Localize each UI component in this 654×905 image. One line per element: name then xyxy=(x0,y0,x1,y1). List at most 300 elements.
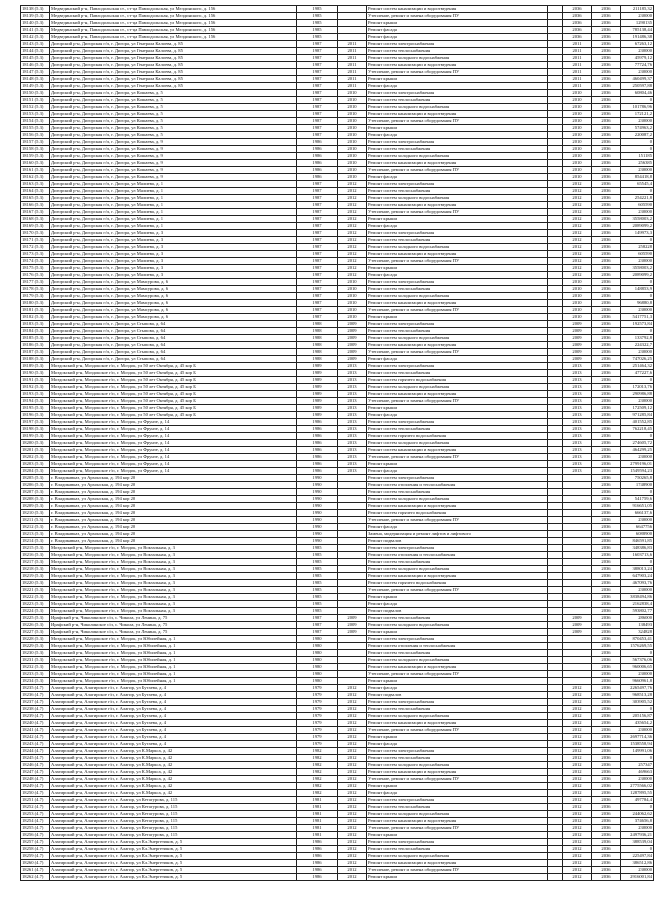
planned-start-cell xyxy=(563,643,592,650)
work-type-cell: Ремонт систем холодного водоснабжения xyxy=(367,104,548,111)
row-number-cell: 18212 (5.3) xyxy=(21,524,50,531)
planned-start-cell xyxy=(563,545,592,552)
table-row xyxy=(21,384,654,391)
planned-end-cell: 2036 xyxy=(592,657,621,664)
work-type-cell: Ремонт систем теплоснабжения xyxy=(367,650,548,657)
address-cell: Медвединский р-н, Павлодольская ст., ст-ца Павлодольская, ул Мелдинского, д. 156 xyxy=(50,6,297,13)
empty-cell xyxy=(548,426,563,433)
planned-end-cell: 2036 xyxy=(592,202,621,209)
last-repair-year-cell: 2012 xyxy=(338,181,367,188)
address-cell: Моздокский р-н, Моздокское г/п, г. Моздок, ул Вокзальная, д. 3 xyxy=(50,545,297,552)
build-year-cell: 1981 xyxy=(297,825,338,832)
row-number-cell: 18237 (4.7) xyxy=(21,699,50,706)
build-year-cell: 1985 xyxy=(297,573,338,580)
empty-cell xyxy=(548,48,563,55)
last-repair-year-cell: 2012 xyxy=(338,755,367,762)
table-row xyxy=(21,146,654,153)
planned-start-cell: 2012 xyxy=(563,776,592,783)
build-year-cell: 1987 xyxy=(297,90,338,97)
empty-cell xyxy=(548,293,563,300)
table-row xyxy=(21,629,654,636)
planned-start-cell: 2012 xyxy=(563,832,592,839)
build-year-cell: 1979 xyxy=(297,720,338,727)
table-row xyxy=(21,524,654,531)
row-number-cell: 18170 (5.3) xyxy=(21,230,50,237)
planned-end-cell: 2036 xyxy=(592,97,621,104)
empty-cell xyxy=(548,832,563,839)
planned-end-cell: 2036 xyxy=(592,349,621,356)
build-year-cell: 1979 xyxy=(297,706,338,713)
table-row xyxy=(21,41,654,48)
address-cell: г. Владикавказ, ул Архонская, д. 194 кор 20 xyxy=(50,538,297,545)
address-cell: Моздокский р-н, Моздокское г/п, г. Моздок, ул Вокзальная, д. 3 xyxy=(50,594,297,601)
address-cell: Алагирский р-н, Алагирское г/п, г. Алагир, ул К.Маркса, д. 42 xyxy=(50,755,297,762)
planned-start-cell: 2013 xyxy=(563,398,592,405)
table-row xyxy=(21,6,654,13)
row-number-cell: 18187 (5.3) xyxy=(21,349,50,356)
table-row xyxy=(21,244,654,251)
work-type-cell: Утепление, ремонт и замена оборудования ПУ xyxy=(367,118,548,125)
table-row xyxy=(21,762,654,769)
build-year-cell: 1989 xyxy=(297,391,338,398)
planned-start-cell: 2010 xyxy=(563,286,592,293)
build-year-cell: 1986 xyxy=(297,853,338,860)
table-row xyxy=(21,552,654,559)
planned-start-cell: 2012 xyxy=(563,181,592,188)
planned-start-cell: 2012 xyxy=(563,797,592,804)
address-cell: г. Владикавказ, ул Архонская, д. 194 кор 20 xyxy=(50,489,297,496)
planned-start-cell xyxy=(563,510,592,517)
build-year-cell: 1989 xyxy=(297,377,338,384)
empty-cell xyxy=(548,195,563,202)
planned-end-cell: 2036 xyxy=(592,524,621,531)
empty-cell xyxy=(548,720,563,727)
planned-end-cell: 2036 xyxy=(592,398,621,405)
last-repair-year-cell xyxy=(338,524,367,531)
work-type-cell: Ремонт систем холодного водоснабжения xyxy=(367,153,548,160)
planned-start-cell: 2010 xyxy=(563,174,592,181)
empty-cell xyxy=(548,90,563,97)
row-number-cell: 18193 (5.3) xyxy=(21,391,50,398)
planned-end-cell: 2036 xyxy=(592,629,621,636)
build-year-cell: 1986 xyxy=(297,867,338,874)
address-cell: Алагирский р-н, Алагирское г/п, г. Алагир, ул Бутаева, д. 4 xyxy=(50,699,297,706)
cost-cell: 762218,45 xyxy=(621,426,654,433)
planned-start-cell: 2009 xyxy=(563,321,592,328)
planned-start-cell: 2012 xyxy=(563,811,592,818)
planned-end-cell: 2036 xyxy=(592,258,621,265)
work-type-cell: Ремонт систем электроснабжения xyxy=(367,90,548,97)
build-year-cell: 1986 xyxy=(297,454,338,461)
planned-start-cell: 2009 xyxy=(563,356,592,363)
table-row xyxy=(21,601,654,608)
empty-cell xyxy=(548,349,563,356)
cost-cell: 388539,04 xyxy=(621,839,654,846)
planned-end-cell: 2036 xyxy=(592,622,621,629)
planned-end-cell: 2036 xyxy=(592,797,621,804)
address-cell: Дигорский р-н, Дигорская г/п, г. Дигора, ул Генерала Калоева, д. 85 xyxy=(50,76,297,83)
empty-cell xyxy=(548,510,563,517)
row-number-cell: 18160 (5.3) xyxy=(21,160,50,167)
cost-cell: 388013,24 xyxy=(621,566,654,573)
work-type-cell: Ремонт систем холодного водоснабжения xyxy=(367,55,548,62)
row-number-cell: 18182 (5.3) xyxy=(21,314,50,321)
planned-end-cell: 2036 xyxy=(592,286,621,293)
table-row xyxy=(21,531,654,538)
address-cell: Дигорский р-н, Дигорская г/п, г. Дигора, ул Кошаева, д. 9 xyxy=(50,167,297,174)
build-year-cell: 1990 xyxy=(297,517,338,524)
table-row xyxy=(21,118,654,125)
planned-start-cell: 2012 xyxy=(563,734,592,741)
last-repair-year-cell: 2010 xyxy=(338,174,367,181)
work-type-cell: Ремонт систем канализации и водоотведения xyxy=(367,664,548,671)
row-number-cell: 18167 (5.3) xyxy=(21,209,50,216)
cost-cell: 469663 xyxy=(621,769,654,776)
last-repair-year-cell: 2012 xyxy=(338,202,367,209)
row-number-cell: 18196 (5.3) xyxy=(21,412,50,419)
planned-start-cell: 2010 xyxy=(563,139,592,146)
cost-cell: 374656,8 xyxy=(621,818,654,825)
build-year-cell: 1990 xyxy=(297,475,338,482)
last-repair-year-cell: 2013 xyxy=(338,370,367,377)
planned-start-cell: 2012 xyxy=(563,839,592,846)
work-type-cell: Ремонт фасада xyxy=(367,132,548,139)
cost-cell: 785138,44 xyxy=(621,27,654,34)
row-number-cell: 18229 (5.3) xyxy=(21,643,50,650)
planned-start-cell: 2013 xyxy=(563,454,592,461)
table-row xyxy=(21,461,654,468)
empty-cell xyxy=(548,342,563,349)
row-number-cell: 18245 (4.7) xyxy=(21,755,50,762)
planned-start-cell: 2013 xyxy=(563,412,592,419)
last-repair-year-cell: 2011 xyxy=(338,48,367,55)
empty-cell xyxy=(548,419,563,426)
last-repair-year-cell: 2012 xyxy=(338,251,367,258)
address-cell: Ирафский р-н, Чиколинское с/п, с. Чикола, ул Ленина, д. 75 xyxy=(50,615,297,622)
table-row xyxy=(21,209,654,216)
table-row xyxy=(21,188,654,195)
cost-cell: 567376,06 xyxy=(621,657,654,664)
work-type-cell: Ремонт систем теплоснабжения xyxy=(367,846,548,853)
table-row xyxy=(21,454,654,461)
table-row xyxy=(21,160,654,167)
table-row xyxy=(21,405,654,412)
table-row xyxy=(21,300,654,307)
table-row xyxy=(21,377,654,384)
empty-cell xyxy=(548,643,563,650)
build-year-cell: 1987 xyxy=(297,69,338,76)
planned-end-cell: 2036 xyxy=(592,314,621,321)
planned-start-cell xyxy=(563,636,592,643)
planned-end-cell: 2036 xyxy=(592,118,621,125)
empty-cell xyxy=(548,804,563,811)
address-cell: Моздокский р-н, Моздокское г/п, г. Моздок, ул Вокзальная, д. 3 xyxy=(50,580,297,587)
row-number-cell: 18177 (5.3) xyxy=(21,279,50,286)
build-year-cell: 1986 xyxy=(297,839,338,846)
row-number-cell: 18223 (5.3) xyxy=(21,601,50,608)
address-cell: Моздокский р-н, Моздокское г/п, г. Моздок, ул Юбилейная, д. 1 xyxy=(50,643,297,650)
cost-cell: 2162838,4 xyxy=(621,601,654,608)
cost-cell: 286000 xyxy=(621,615,654,622)
cost-cell: 230000 xyxy=(621,167,654,174)
cost-cell: 274605,72 xyxy=(621,440,654,447)
address-cell: Моздокский р-н, Моздокское г/п, г. Моздок, ул Вокзальная, д. 3 xyxy=(50,552,297,559)
last-repair-year-cell: 2009 xyxy=(338,622,367,629)
planned-end-cell: 2036 xyxy=(592,776,621,783)
last-repair-year-cell: 2009 xyxy=(338,321,367,328)
planned-end-cell: 2036 xyxy=(592,573,621,580)
empty-cell xyxy=(548,853,563,860)
work-type-cell: Ремонт систем холодного водоснабжения xyxy=(367,811,548,818)
planned-start-cell: 2012 xyxy=(563,706,592,713)
empty-cell xyxy=(548,139,563,146)
planned-start-cell: 2012 xyxy=(563,272,592,279)
work-type-cell: Ремонт систем теплоснабжения xyxy=(367,286,548,293)
work-type-cell: Ремонт систем электроснабжения xyxy=(367,839,548,846)
empty-cell xyxy=(548,790,563,797)
row-number-cell: 18248 (4.7) xyxy=(21,776,50,783)
table-row xyxy=(21,412,654,419)
planned-end-cell: 2036 xyxy=(592,447,621,454)
planned-end-cell: 2036 xyxy=(592,34,621,41)
work-type-cell: Ремонт систем теплоснабжения xyxy=(367,146,548,153)
empty-cell xyxy=(548,811,563,818)
build-year-cell: 1979 xyxy=(297,713,338,720)
planned-end-cell: 2036 xyxy=(592,13,621,20)
empty-cell xyxy=(548,279,563,286)
empty-cell xyxy=(548,104,563,111)
empty-cell xyxy=(548,174,563,181)
planned-end-cell: 2036 xyxy=(592,356,621,363)
table-row xyxy=(21,573,654,580)
cost-cell: 3558003,2 xyxy=(621,216,654,223)
planned-start-cell xyxy=(563,517,592,524)
work-type-cell: Ремонт систем холодного водоснабжения xyxy=(367,293,548,300)
empty-cell xyxy=(548,573,563,580)
address-cell: Моздокский р-н, Моздокское г/п, г. Моздок, ул 50 лет Октября, д. 45 кор Б xyxy=(50,384,297,391)
cost-cell: 138493 xyxy=(621,622,654,629)
last-repair-year-cell: 2012 xyxy=(338,867,367,874)
row-number-cell: 18148 (5.3) xyxy=(21,76,50,83)
empty-cell xyxy=(548,671,563,678)
build-year-cell: 1985 xyxy=(297,34,338,41)
address-cell: Дигорский р-н, Дигорская г/п, г. Дигора, ул Генерала Калоева, д. 85 xyxy=(50,69,297,76)
last-repair-year-cell: 2013 xyxy=(338,447,367,454)
work-type-cell: Ремонт систем электроснабжения xyxy=(367,797,548,804)
empty-cell xyxy=(548,307,563,314)
last-repair-year-cell: 2012 xyxy=(338,195,367,202)
address-cell: Дигорский р-н, Дигорская г/п, г. Дигора, ул Кошаева, д. 5 xyxy=(50,111,297,118)
table-row xyxy=(21,181,654,188)
planned-end-cell: 2036 xyxy=(592,545,621,552)
planned-end-cell: 2036 xyxy=(592,734,621,741)
last-repair-year-cell: 2009 xyxy=(338,615,367,622)
cost-cell: 0 xyxy=(621,650,654,657)
planned-start-cell: 2011 xyxy=(563,83,592,90)
table-row xyxy=(21,48,654,55)
cost-cell: 67263,12 xyxy=(621,41,654,48)
planned-end-cell: 2036 xyxy=(592,69,621,76)
last-repair-year-cell xyxy=(338,517,367,524)
address-cell: Дигорский р-н, Дигорская г/п, г. Дигора, ул Стыпова, д. 64 xyxy=(50,342,297,349)
address-cell: Дигорский р-н, Дигорская г/п, г. Дигора, ул Малиева, д. 1 xyxy=(50,209,297,216)
last-repair-year-cell xyxy=(338,20,367,27)
planned-end-cell: 2036 xyxy=(592,426,621,433)
table-row xyxy=(21,706,654,713)
table-row xyxy=(21,202,654,209)
last-repair-year-cell: 2009 xyxy=(338,328,367,335)
work-type-cell: Ремонт систем теплоснабжения xyxy=(367,426,548,433)
last-repair-year-cell: 2012 xyxy=(338,692,367,699)
planned-end-cell: 2036 xyxy=(592,230,621,237)
planned-end-cell: 2036 xyxy=(592,160,621,167)
table-row xyxy=(21,279,654,286)
build-year-cell: 1989 xyxy=(297,363,338,370)
planned-end-cell: 2036 xyxy=(592,741,621,748)
cost-cell: 172013,76 xyxy=(621,384,654,391)
build-year-cell: 1979 xyxy=(297,692,338,699)
address-cell: Алагирский р-н, Алагирское г/п, г. Алагир, ул К.Маркса, д. 42 xyxy=(50,783,297,790)
empty-cell xyxy=(548,111,563,118)
work-type-cell: Утепление, ремонт и замена оборудования ПУ xyxy=(367,167,548,174)
row-number-cell: 18216 (5.3) xyxy=(21,552,50,559)
empty-cell xyxy=(548,286,563,293)
planned-start-cell: 2009 xyxy=(563,335,592,342)
cost-cell: 6088900 xyxy=(621,531,654,538)
row-number-cell: 18217 (5.3) xyxy=(21,559,50,566)
empty-cell xyxy=(548,608,563,615)
empty-cell xyxy=(548,251,563,258)
table-row xyxy=(21,566,654,573)
work-type-cell: Утепление, ремонт и замена оборудования ПУ xyxy=(367,517,548,524)
row-number-cell: 18139 (5.3) xyxy=(21,13,50,20)
work-type-cell: Ремонт систем канализации и водоотведения xyxy=(367,503,548,510)
build-year-cell: 1990 xyxy=(297,538,338,545)
address-cell: Дигорский р-н, Дигорская г/п, г. Дигора, ул Кошаева, д. 9 xyxy=(50,174,297,181)
table-row xyxy=(21,97,654,104)
planned-start-cell: 2012 xyxy=(563,874,592,881)
work-type-cell: Ремонт систем канализации и водоотведения xyxy=(367,573,548,580)
cost-cell: 230000 xyxy=(621,517,654,524)
work-type-cell: Утепление, ремонт и замена оборудования ПУ xyxy=(367,776,548,783)
work-type-cell: Ремонт систем канализации и водоотведения xyxy=(367,391,548,398)
address-cell: Моздокский р-н, Моздокское г/п, г. Моздок, ул Фрунзе, д. 14 xyxy=(50,419,297,426)
address-cell: Моздокский р-н, Моздокское г/п, г. Моздок, ул Вокзальная, д. 3 xyxy=(50,587,297,594)
empty-cell xyxy=(548,55,563,62)
table-row xyxy=(21,867,654,874)
planned-start-cell: 2012 xyxy=(563,818,592,825)
cost-cell: 6647756 xyxy=(621,524,654,531)
address-cell: Алагирский р-н, Алагирское г/п, г. Алагир, ул Бутаева, д. 4 xyxy=(50,741,297,748)
table-row xyxy=(21,720,654,727)
cost-cell: 1549594,23 xyxy=(621,468,654,475)
address-cell: Моздокский р-н, Моздокское г/п, г. Моздок, ул Вокзальная, д. 3 xyxy=(50,559,297,566)
planned-start-cell xyxy=(563,559,592,566)
work-type-cell: Ремонт подвалов xyxy=(367,692,548,699)
row-number-cell: 18241 (4.7) xyxy=(21,727,50,734)
cost-cell: 230000 xyxy=(621,258,654,265)
table-row xyxy=(21,839,654,846)
build-year-cell: 1985 xyxy=(297,27,338,34)
address-cell: г. Владикавказ, ул Архонская, д. 194 кор 20 xyxy=(50,524,297,531)
cost-cell: 230000 xyxy=(621,825,654,832)
empty-cell xyxy=(548,405,563,412)
work-type-cell: Ремонт фасада xyxy=(367,524,548,531)
empty-cell xyxy=(548,818,563,825)
address-cell: г. Владикавказ, ул Архонская, д. 194 кор 20 xyxy=(50,482,297,489)
empty-cell xyxy=(548,545,563,552)
empty-cell xyxy=(548,517,563,524)
planned-end-cell: 2036 xyxy=(592,111,621,118)
table-row xyxy=(21,818,654,825)
empty-cell xyxy=(548,825,563,832)
cost-cell: 0 xyxy=(621,293,654,300)
work-type-cell: Утепление, ремонт и замена оборудования ПУ xyxy=(367,307,548,314)
last-repair-year-cell: 2012 xyxy=(338,874,367,881)
cost-cell: 77724,76 xyxy=(621,62,654,69)
planned-start-cell xyxy=(563,475,592,482)
row-number-cell: 18186 (5.3) xyxy=(21,342,50,349)
planned-end-cell: 2036 xyxy=(592,818,621,825)
work-type-cell: Ремонт систем горячего водоснабжения xyxy=(367,510,548,517)
cost-cell: 467093,76 xyxy=(621,580,654,587)
empty-cell xyxy=(548,41,563,48)
address-cell: Дигорский р-н, Дигорская г/п, г. Дигора, ул Малиева, д. 3 xyxy=(50,258,297,265)
last-repair-year-cell: 2012 xyxy=(338,811,367,818)
cost-cell: 464299,25 xyxy=(621,447,654,454)
cost-cell: 290986,88 xyxy=(621,391,654,398)
table-row xyxy=(21,825,654,832)
address-cell: Дигорский р-н, Дигорская г/п, г. Дигора, ул Мамсурова, д. 6 xyxy=(50,293,297,300)
cost-cell: 230000 xyxy=(621,867,654,874)
cost-cell: 348386,83 xyxy=(621,545,654,552)
row-number-cell: 18146 (5.3) xyxy=(21,62,50,69)
work-type-cell: Ремонт фасада xyxy=(367,790,548,797)
row-number-cell: 18207 (5.3) xyxy=(21,489,50,496)
row-number-cell: 18179 (5.3) xyxy=(21,293,50,300)
work-type-cell: Ремонт систем холодного водоснабжения xyxy=(367,440,548,447)
table-row xyxy=(21,34,654,41)
address-cell: Дигорский р-н, Дигорская г/п, г. Дигора, ул Мамсурова, д. 6 xyxy=(50,307,297,314)
build-year-cell: 1987 xyxy=(297,48,338,55)
planned-end-cell: 2036 xyxy=(592,496,621,503)
table-row xyxy=(21,517,654,524)
cost-cell: 3558003,2 xyxy=(621,265,654,272)
row-number-cell: 18231 (5.3) xyxy=(21,657,50,664)
last-repair-year-cell: 2012 xyxy=(338,832,367,839)
table-row xyxy=(21,643,654,650)
table-row xyxy=(21,734,654,741)
last-repair-year-cell xyxy=(338,34,367,41)
work-type-cell: Ремонт систем теплоснабжения xyxy=(367,615,548,622)
last-repair-year-cell xyxy=(338,650,367,657)
planned-start-cell: 2013 xyxy=(563,384,592,391)
planned-start-cell: 2013 xyxy=(563,433,592,440)
row-number-cell: 18222 (5.3) xyxy=(21,594,50,601)
empty-cell xyxy=(548,580,563,587)
build-year-cell: 1980 xyxy=(297,636,338,643)
planned-end-cell: 2036 xyxy=(592,146,621,153)
cost-cell: 230000 xyxy=(621,48,654,55)
table-row xyxy=(21,496,654,503)
table-row xyxy=(21,69,654,76)
work-type-cell: Ремонт систем электроснабжения xyxy=(367,475,548,482)
last-repair-year-cell: 2010 xyxy=(338,125,367,132)
empty-cell xyxy=(548,97,563,104)
work-type-cell: Ремонт фасада xyxy=(367,223,548,230)
row-number-cell: 18192 (5.3) xyxy=(21,384,50,391)
planned-start-cell: 2010 xyxy=(563,153,592,160)
